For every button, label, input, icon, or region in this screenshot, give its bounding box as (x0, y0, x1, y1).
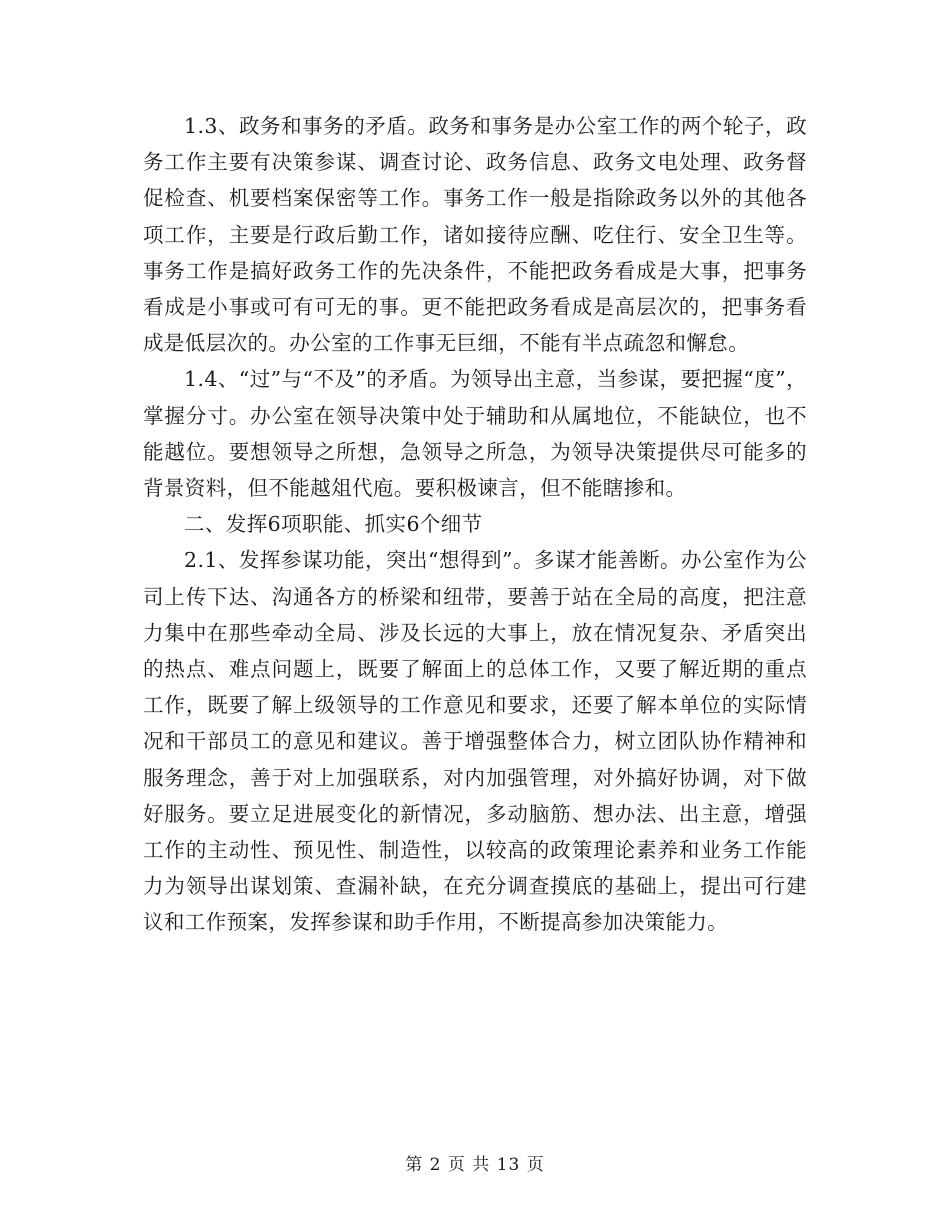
paragraph-2-1-advisory-function: 2.1、发挥参谋功能，突出“想得到”。多谋才能善断。办公室作为公司上传下达、沟通各方的桥梁和纽带，要善于站在全局的高度，把注意力集中在那些牵动全局、涉及长远的大事上，放在情况复杂、矛盾突出的热点、难点问题上，既要了解面上的总体工作，又要了解近期的重点工作，既要了解上级领导的工作意见和要求，还要了解本单位的实际情况和干部员工的意见和建议。善于增强整体合力，树立团队协作精神和服务理念，善于对上加强联系，对内加强管理，对外搞好协调，对下做好服务。要立足进展变化的新情况，多动脑筋、想办法、出主意，增强工作的主动性、预见性、制造性，以较高的政策理论素养和业务工作能力为领导出谋划策、查漏补缺，在充分调查摸底的基础上，提出可行建议和工作预案，发挥参谋和助手作用，不断提高参加决策能力。 (143, 548, 807, 935)
paragraph-1-4-contradiction: 1.4、“过”与“不及”的矛盾。为领导出主意，当参谋，要把握“度”，掌握分寸。办公室在领导决策中处于辅助和从属地位，不能缺位，也不能越位。要想领导之所想，急领导之所急，为领导决策提供尽可能多的背景资料，但不能越俎代庖。要积极谏言，但不能瞎掺和。 (143, 367, 807, 501)
section-heading-two: 二、发挥6项职能、抓实6个细节 (184, 512, 483, 537)
page-number-footer: 第 2 页 共 13 页 (405, 1155, 545, 1175)
paragraph-1-3-contradiction: 1.3、政务和事务的矛盾。政务和事务是办公室工作的两个轮子，政务工作主要有决策参谋、调查讨论、政务信息、政务文电处理、政务督促检查、机要档案保密等工作。事务工作一般是指除政务以外的其他各项工作，主要是行政后勤工作，诸如接待应酬、吃住行、安全卫生等。事务工作是搞好政务工作的先决条件，不能把政务看成是大事，把事务看成是小事或可有可无的事。更不能把政务看成是高层次的，把事务看成是低层次的。办公室的工作事无巨细，不能有半点疏忽和懈怠。 (143, 114, 807, 356)
document-body (143, 108, 807, 941)
